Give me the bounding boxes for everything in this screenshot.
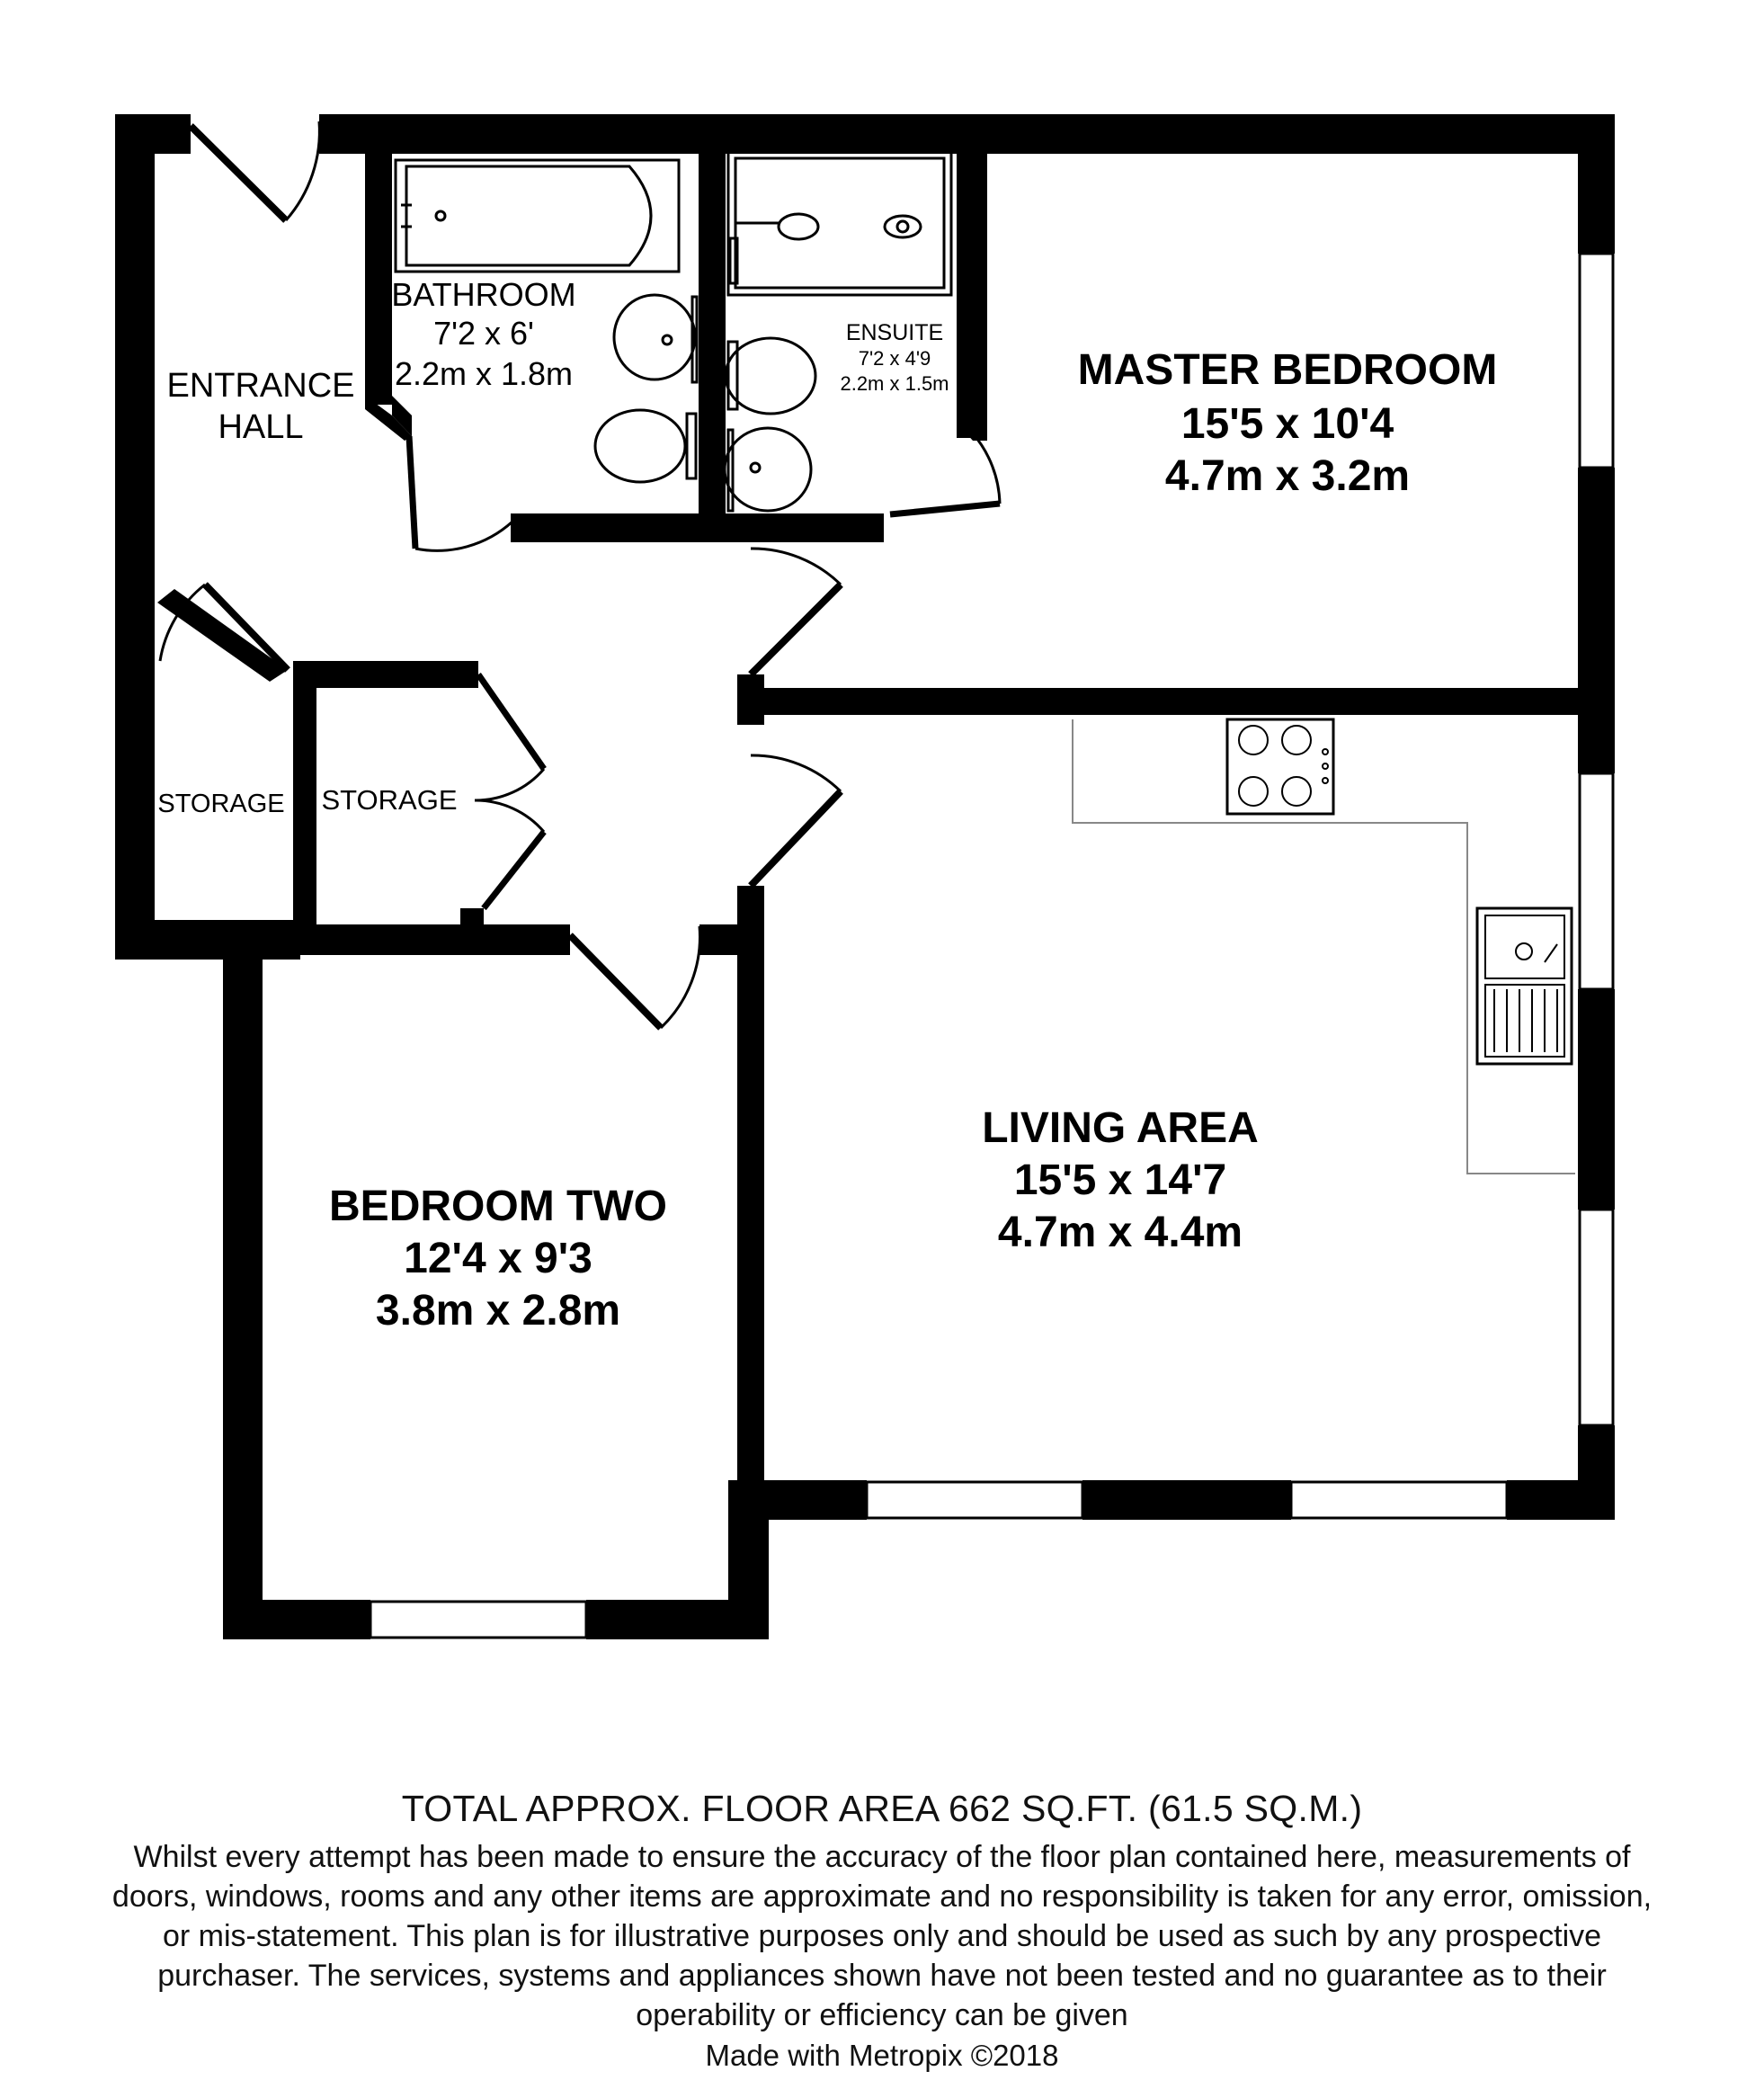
doors (160, 121, 1000, 1028)
bathroom-metric: 2.2m x 1.8m (394, 355, 574, 392)
bedroom-two-metric: 3.8m x 2.8m (375, 1287, 621, 1335)
living-area-name: LIVING AREA (982, 1104, 1259, 1152)
ensuite-name: ENSUITE (845, 320, 944, 345)
basin (725, 428, 811, 511)
toilet (726, 338, 815, 414)
total-floor-area: TOTAL APPROX. FLOOR AREA 662 SQ.FT. (61.5 SQ.M.) (401, 1788, 1363, 1829)
toilet (595, 410, 685, 482)
living-area-imperial: 15'5 x 14'7 (1013, 1156, 1227, 1204)
hob (1227, 719, 1333, 814)
ensuite-imperial: 7'2 x 4'9 (858, 347, 931, 370)
bedroom-two-name: BEDROOM TWO (329, 1183, 667, 1230)
bathroom-name: BATHROOM (391, 276, 576, 313)
basin (614, 295, 695, 379)
made-with-credit: Made with Metropix ©2018 (705, 2039, 1059, 2072)
storage-right-label: STORAGE (321, 784, 458, 816)
disclaimer-text: Whilst every attempt has been made to ensure the accuracy of the floor plan contained here, measurements of doors, windows, rooms and any other items are approximate and no responsibility is taken for any error, omission, or mis-statement. This plan is for illustrative purposes only and should be used as such by any prospective purchaser. The services, systems and appliances shown have not been tested and no guarantee as to their operability or efficiency can be given (111, 1840, 1653, 2032)
entrance-hall-label-line2: HALL (218, 408, 304, 446)
entrance-hall-label: ENTRANCE (166, 367, 355, 405)
master-bedroom-name: MASTER BEDROOM (1077, 346, 1498, 394)
ensuite-metric: 2.2m x 1.5m (840, 372, 949, 395)
bathroom-imperial: 7'2 x 6' (433, 315, 534, 352)
living-area-metric: 4.7m x 4.4m (997, 1209, 1243, 1256)
storage-left-label: STORAGE (157, 790, 285, 818)
master-bedroom-imperial: 15'5 x 10'4 (1180, 400, 1394, 448)
master-bedroom-metric: 4.7m x 3.2m (1164, 452, 1411, 500)
bedroom-two-imperial: 12'4 x 9'3 (404, 1235, 592, 1282)
